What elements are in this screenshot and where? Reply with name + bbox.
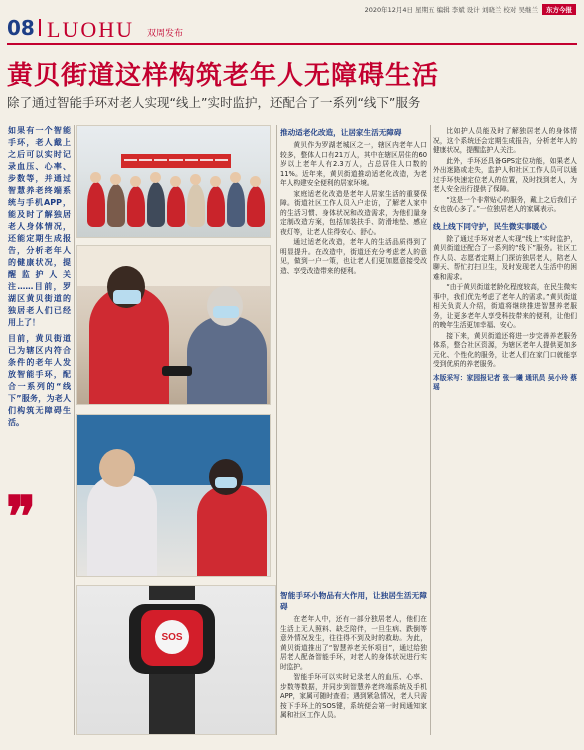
sos-button-icon: SOS xyxy=(155,620,189,654)
sidebar-paragraph: 如果有一个智能手环，老人戴上之后可以实时记录血压、心率、步数等，并通过智慧养老终端系统与手机APP，能及时了解独居老人身体情况，还能定期生成报告，分析老年人的健康状况，提醒监护人关注……目前，罗湖区黄贝街道的独居老人们已经用上了！ xyxy=(8,126,71,327)
face-mask xyxy=(213,306,239,318)
fitting-wristband-photo xyxy=(76,245,271,405)
headline: 黄贝街道这样构筑老年人无障碍生活 xyxy=(7,61,440,91)
person-figure xyxy=(147,182,165,227)
masthead-meta xyxy=(365,3,576,15)
person-figure xyxy=(207,186,225,227)
column-divider xyxy=(74,125,75,735)
column-heading: 推动适老化改造，让居家生活无障碍 xyxy=(280,128,402,137)
group-photo xyxy=(76,125,271,238)
body-paragraph: “由于黄贝街道老龄化程度较高，在民生微实事中，我们优先考虑了老年人的需求。”黄贝街道相关负责人介绍，街道将继续推进智慧养老服务，让更多老年人享受科技带来的便利，让他们的晚年生活更加幸福、安心。 xyxy=(433,283,577,329)
article-column xyxy=(280,590,427,722)
section-name-en: LUOHU xyxy=(47,17,134,42)
column-divider xyxy=(430,125,431,735)
body-paragraph: 黄贝作为罗湖老城区之一，辖区内老年人口较多，整体人口有21万人，其中在辖区居住的60岁以上老年人有2.3万人，占总居住人口数的11%。近年来，黄贝街道推动适老化改造，为老年人构建安全便利的居家环境。 xyxy=(280,141,427,187)
sos-watch-photo xyxy=(76,585,276,735)
lead-sidebar xyxy=(8,125,71,433)
body-paragraph: “这是一个非常贴心的服务，戴上之后我们子女也放心多了。”一位独居老人的家属表示。 xyxy=(433,195,577,213)
body-paragraph: 除了通过手环对老人实现“线上”实时监护，黄贝街道还配合了一系列的“线下”服务。社区工作人员、志愿者定期上门探访独居老人，陪老人聊天、帮忙打扫卫生，及时发现老人生活中的困难和需求。 xyxy=(433,234,577,281)
quote-mark-icon: ❞ xyxy=(6,487,37,549)
person-figure xyxy=(167,186,185,227)
body-paragraph: 家庭适老化改造是老年人居家生活的重要保障。街道社区工作人员入户走访，了解老人家中的生活习惯、身体状况和改造需求，为他们量身定制改造方案，包括加装扶手、防滑地垫、感应夜灯等，让老人住得安心、舒心。 xyxy=(280,189,427,236)
person-figure xyxy=(187,184,205,227)
section-name-cn: 双周发布 xyxy=(147,29,184,39)
sidebar-paragraph: 目前，黄贝街道已为辖区内符合条件的老年人发放智能手环，配合一系列的“线下”服务，为老人们构筑无障碍生活。 xyxy=(8,334,71,427)
face-mask xyxy=(113,290,141,304)
person-figure xyxy=(247,186,265,227)
elderly-figure xyxy=(187,316,267,405)
person-figure xyxy=(107,184,125,227)
column-heading: 智能手环小物品有大作用，让独居生活无障碍 xyxy=(280,591,427,611)
smart-wristband-icon xyxy=(129,604,215,674)
checking-wristband-photo xyxy=(76,414,271,577)
wristband-icon xyxy=(162,366,192,376)
person-figure xyxy=(87,182,105,227)
newspaper-logo: 东方今报 xyxy=(542,4,576,15)
body-paragraph: 智能手环可以实时记录老人的血压、心率、步数等数据，并同步到智慧养老终端系统及手机APP，家属可随时查看；遇到紧急情况，老人只需按下手环上的SOS键，系统便会第一时间通知家属和社区工作人员。 xyxy=(280,673,427,719)
body-paragraph: 在老年人中，还有一部分独居老人，他们在生活上无人照料、缺乏陪伴，一旦生病、跌倒等意外情况发生，往往得不到及时的救助。为此，黄贝街道推出了“智慧养老关怀项目”，通过给独居老人配备智能手环，对老人的身体状况进行实时监护。 xyxy=(280,615,427,671)
face-mask xyxy=(215,477,237,488)
article-column xyxy=(433,127,577,394)
page-number: 08 xyxy=(7,16,35,40)
page-separator xyxy=(39,19,41,36)
elderly-figure xyxy=(87,475,157,577)
byline: 本版采写：家园报记者 张一曦 通讯员 吴小玲 蔡瑶 xyxy=(433,373,577,391)
body-paragraph: 接下来，黄贝街道还将进一步完善养老服务体系，整合社区资源，为辖区老年人提供更加多元化、个性化的服务，让老人们在家门口就能享受到优质的养老服务。 xyxy=(433,331,577,368)
column-divider xyxy=(276,125,277,735)
top-rule xyxy=(7,43,577,45)
body-paragraph: 此外，手环还具备GPS定位功能，如果老人外出迷路或走失，监护人和社区工作人员可以通过手环快速定位老人的位置，及时找到老人，为老人安全出行提供了保障。 xyxy=(433,156,577,193)
article-column xyxy=(280,127,427,277)
body-paragraph: 比如护人员能及时了解独居老人的身体情况，这个系统还会定期生成报告，分析老年人的健康状况，提醒监护人关注。 xyxy=(433,127,577,154)
meta-line: 2020年12月4日 星期五 编辑 李斌 设计 刘晓兰 校对 吴继兰 xyxy=(364,5,538,14)
body-paragraph: 通过适老化改造，老年人的生活品质得到了明显提升。在改造中，街道还充分考虑老人的意见，做到一户一策，也让老人们更加愿意接受改造、享受改造带来的便利。 xyxy=(280,238,427,275)
volunteer-figure xyxy=(197,485,267,577)
person-figure xyxy=(127,186,145,227)
subheadline: 除了通过智能手环对老人实现“线上”实时监护，还配合了一系列“线下”服务 xyxy=(7,95,421,110)
column-heading: 线上线下同守护，民生微实事暖心 xyxy=(433,221,547,231)
person-figure xyxy=(227,182,245,227)
